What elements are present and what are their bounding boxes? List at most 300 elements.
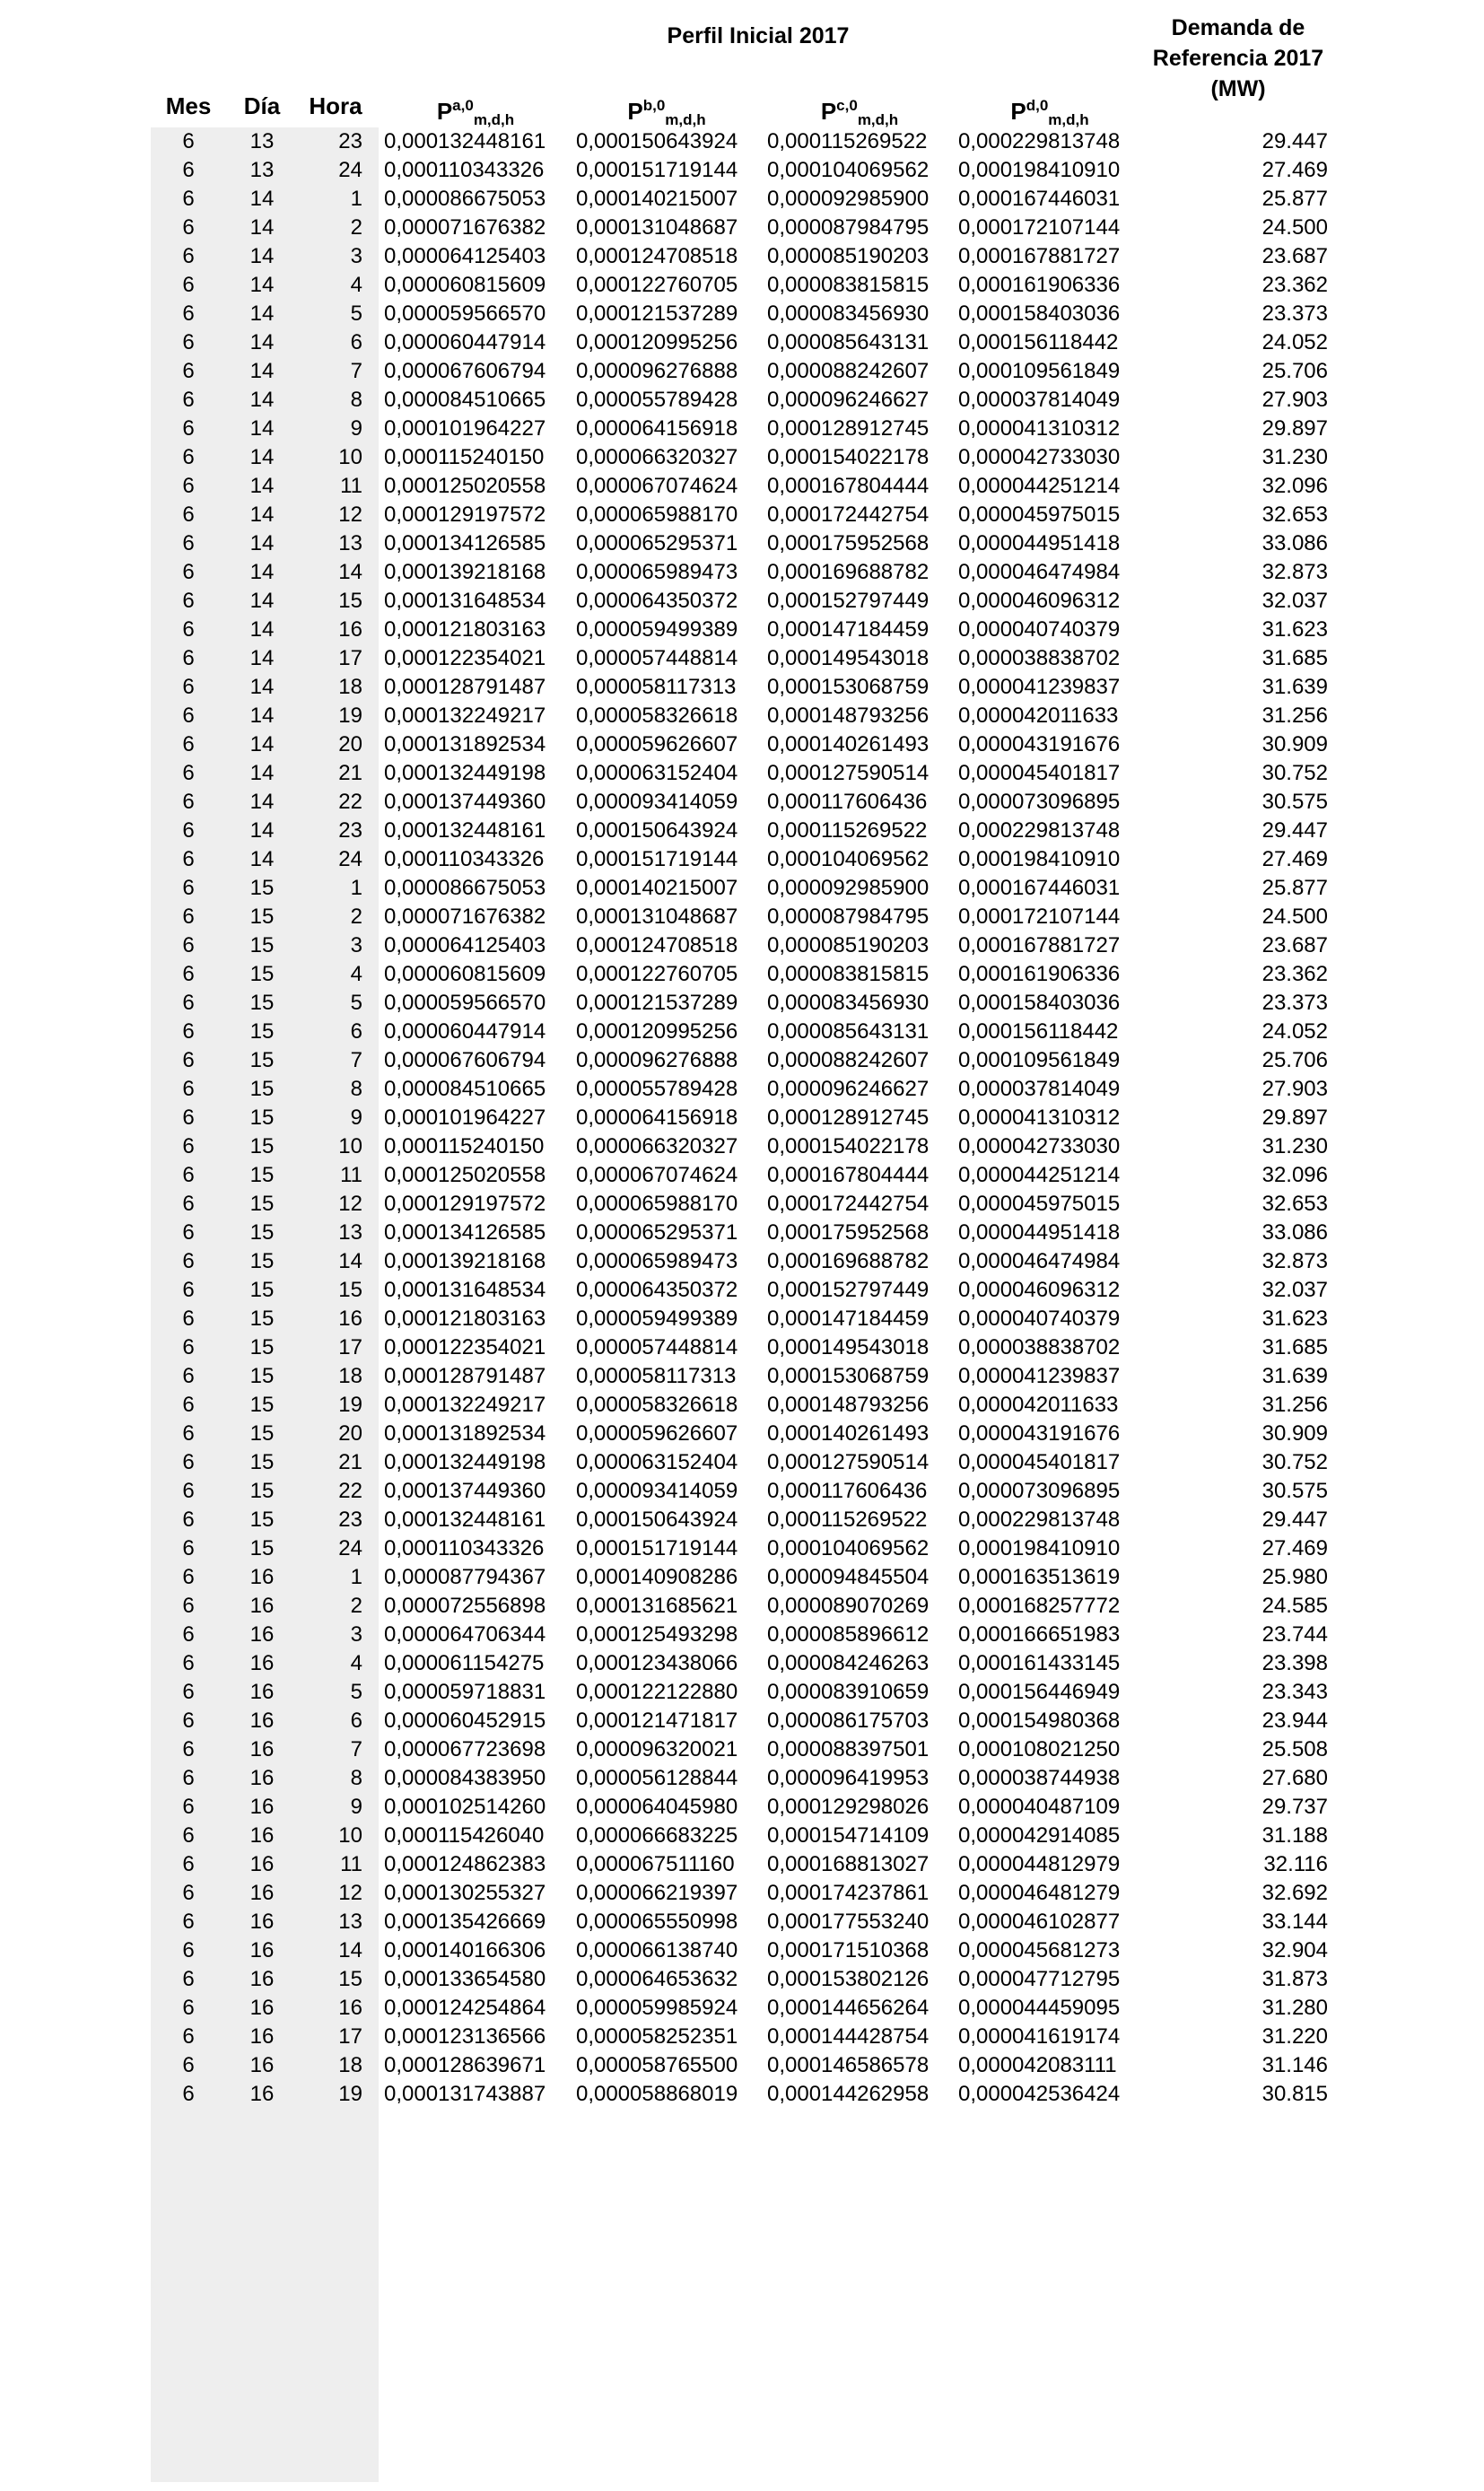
cell-hora: 24: [338, 1536, 362, 1560]
cell-mes: 6: [182, 1421, 195, 1446]
cell-dia: 16: [249, 1709, 275, 1733]
cell-p-a: 0,000132448161: [384, 1508, 546, 1532]
cell-p-d: 0,000037814049: [958, 388, 1121, 412]
cell-demanda: 23.373: [1261, 302, 1328, 326]
cell-p-a: 0,000128791487: [384, 675, 546, 699]
cell-demanda: 31.220: [1261, 2024, 1328, 2049]
cell-demanda: 29.447: [1261, 1508, 1328, 1532]
cell-demanda: 31.873: [1261, 1967, 1328, 1991]
cell-p-d: 0,000038838702: [958, 1335, 1121, 1359]
table-row: [0, 960, 1484, 989]
cell-p-a: 0,000067723698: [384, 1737, 546, 1761]
cell-hora: 14: [338, 1249, 362, 1273]
cell-p-c: 0,000104069562: [767, 158, 930, 182]
cell-demanda: 30.575: [1261, 790, 1328, 814]
table-row: [0, 1190, 1484, 1219]
cell-hora: 4: [350, 1651, 362, 1675]
cell-p-d: 0,000038744938: [958, 1766, 1121, 1790]
cell-p-b: 0,000093414059: [576, 790, 738, 814]
cell-p-d: 0,000040487109: [958, 1795, 1121, 1819]
cell-p-c: 0,000129298026: [767, 1795, 930, 1819]
cell-p-d: 0,000167881727: [958, 933, 1121, 957]
cell-p-d: 0,000073096895: [958, 790, 1121, 814]
cell-p-b: 0,000140908286: [576, 1565, 738, 1589]
cell-hora: 21: [338, 1450, 362, 1474]
cell-p-a: 0,000130255327: [384, 1881, 546, 1905]
cell-p-b: 0,000150643924: [576, 818, 738, 843]
cell-mes: 6: [182, 1077, 195, 1101]
table-row: [0, 788, 1484, 817]
cell-mes: 6: [182, 1450, 195, 1474]
table-row: [0, 874, 1484, 903]
cell-demanda: 31.639: [1261, 675, 1328, 699]
cell-demanda: 32.096: [1261, 1163, 1328, 1187]
cell-p-b: 0,000125493298: [576, 1622, 738, 1647]
table-row: [0, 644, 1484, 673]
cell-hora: 11: [340, 1163, 362, 1187]
cell-p-a: 0,000061154275: [384, 1651, 545, 1675]
cell-demanda: 27.469: [1261, 847, 1328, 871]
cell-p-a: 0,000059566570: [384, 302, 546, 326]
cell-mes: 6: [182, 1795, 195, 1819]
cell-p-d: 0,000168257772: [958, 1594, 1121, 1618]
cell-hora: 14: [338, 1938, 362, 1962]
cell-p-d: 0,000073096895: [958, 1479, 1121, 1503]
table-row: [0, 1994, 1484, 2023]
cell-p-c: 0,000085643131: [767, 1019, 930, 1044]
table-row: [0, 1247, 1484, 1276]
cell-p-a: 0,000131648534: [384, 1278, 546, 1302]
table-row: [0, 1707, 1484, 1735]
cell-p-c: 0,000148793256: [767, 704, 930, 728]
cell-dia: 14: [249, 416, 275, 441]
cell-hora: 10: [338, 445, 362, 469]
cell-p-b: 0,000065989473: [576, 560, 738, 584]
cell-mes: 6: [182, 933, 195, 957]
cell-p-b: 0,000067511160: [576, 1852, 735, 1876]
cell-dia: 16: [249, 1881, 275, 1905]
cell-p-a: 0,000059566570: [384, 991, 546, 1015]
cell-p-a: 0,000137449360: [384, 790, 546, 814]
cell-p-a: 0,000067606794: [384, 359, 546, 383]
cell-p-d: 0,000046474984: [958, 1249, 1121, 1273]
cell-p-d: 0,000043191676: [958, 1421, 1121, 1446]
cell-mes: 6: [182, 1881, 195, 1905]
cell-p-a: 0,000131892534: [384, 732, 546, 756]
table-row: [0, 1936, 1484, 1965]
col-header-p-d-base: P: [1010, 98, 1026, 125]
cell-p-d: 0,000156446949: [958, 1680, 1121, 1704]
cell-dia: 14: [249, 215, 275, 240]
cell-demanda: 29.897: [1261, 1106, 1328, 1130]
col-header-p-b-sup: b,0: [642, 97, 666, 114]
cell-dia: 14: [249, 244, 275, 268]
cell-demanda: 27.903: [1261, 1077, 1328, 1101]
cell-p-b: 0,000064350372: [576, 589, 738, 613]
table-row: [0, 1448, 1484, 1477]
cell-mes: 6: [182, 158, 195, 182]
table-row: [0, 185, 1484, 214]
cell-demanda: 31.256: [1261, 1393, 1328, 1417]
cell-mes: 6: [182, 1106, 195, 1130]
cell-demanda: 32.653: [1261, 1192, 1328, 1216]
cell-p-a: 0,000131648534: [384, 589, 546, 613]
cell-demanda: 23.687: [1261, 933, 1328, 957]
cell-p-c: 0,000168813027: [767, 1852, 930, 1876]
table-row: [0, 2051, 1484, 2080]
cell-mes: 6: [182, 1249, 195, 1273]
cell-p-d: 0,000109561849: [958, 359, 1121, 383]
cell-mes: 6: [182, 1192, 195, 1216]
cell-mes: 6: [182, 1967, 195, 1991]
cell-mes: 6: [182, 2053, 195, 2077]
cell-dia: 15: [249, 1019, 275, 1044]
cell-p-b: 0,000063152404: [576, 1450, 738, 1474]
cell-hora: 9: [350, 1106, 362, 1130]
cell-hora: 8: [350, 1766, 362, 1790]
cell-p-d: 0,000044459095: [958, 1996, 1121, 2020]
table-row: [0, 386, 1484, 415]
table-row: [0, 127, 1484, 156]
table-row: [0, 1764, 1484, 1793]
cell-demanda: 33.144: [1261, 1910, 1328, 1934]
cell-hora: 8: [350, 388, 362, 412]
cell-p-c: 0,000153068759: [767, 1364, 930, 1388]
cell-mes: 6: [182, 905, 195, 929]
cell-p-c: 0,000169688782: [767, 560, 930, 584]
table-row: [0, 1908, 1484, 1936]
cell-mes: 6: [182, 388, 195, 412]
cell-p-b: 0,000121471817: [576, 1709, 738, 1733]
cell-demanda: 25.877: [1261, 187, 1328, 211]
cell-hora: 12: [338, 1192, 362, 1216]
cell-mes: 6: [182, 1307, 195, 1331]
cell-demanda: 25.508: [1261, 1737, 1328, 1761]
cell-hora: 1: [350, 876, 362, 900]
cell-demanda: 25.706: [1261, 359, 1328, 383]
cell-demanda: 31.256: [1261, 704, 1328, 728]
cell-dia: 14: [249, 388, 275, 412]
cell-p-b: 0,000066219397: [576, 1881, 738, 1905]
cell-p-a: 0,000059718831: [384, 1680, 546, 1704]
cell-hora: 11: [340, 1852, 362, 1876]
group-header-perfil: Perfil Inicial 2017: [667, 23, 850, 48]
cell-hora: 17: [338, 1335, 362, 1359]
cell-mes: 6: [182, 847, 195, 871]
cell-hora: 6: [350, 1709, 362, 1733]
table-row: [0, 300, 1484, 328]
cell-p-c: 0,000083815815: [767, 273, 930, 297]
cell-dia: 16: [249, 1823, 275, 1848]
cell-p-b: 0,000122760705: [576, 962, 738, 986]
cell-p-a: 0,000121803163: [384, 617, 546, 642]
cell-p-d: 0,000229813748: [958, 129, 1121, 153]
cell-p-a: 0,000132448161: [384, 129, 546, 153]
table-row: [0, 1534, 1484, 1563]
cell-p-a: 0,000101964227: [384, 1106, 546, 1130]
cell-p-c: 0,000144428754: [767, 2024, 930, 2049]
cell-mes: 6: [182, 1220, 195, 1245]
cell-dia: 15: [249, 1192, 275, 1216]
cell-p-c: 0,000092985900: [767, 876, 930, 900]
cell-demanda: 23.362: [1261, 273, 1328, 297]
cell-dia: 15: [249, 1278, 275, 1302]
cell-p-d: 0,000108021250: [958, 1737, 1121, 1761]
cell-p-b: 0,000058252351: [576, 2024, 738, 2049]
cell-hora: 22: [338, 790, 362, 814]
cell-mes: 6: [182, 761, 195, 785]
cell-p-c: 0,000083815815: [767, 962, 930, 986]
cell-p-b: 0,000065295371: [576, 531, 738, 555]
table-row: [0, 1104, 1484, 1132]
cell-demanda: 27.680: [1261, 1766, 1328, 1790]
cell-p-b: 0,000058117313: [576, 1364, 737, 1388]
cell-p-b: 0,000055789428: [576, 388, 738, 412]
cell-p-b: 0,000058326618: [576, 1393, 738, 1417]
cell-dia: 14: [249, 732, 275, 756]
cell-mes: 6: [182, 617, 195, 642]
col-header-p-a-base: P: [436, 98, 453, 125]
cell-p-b: 0,000065988170: [576, 503, 738, 527]
cell-mes: 6: [182, 1622, 195, 1647]
cell-p-c: 0,000171510368: [767, 1938, 930, 1962]
cell-p-b: 0,000058765500: [576, 2053, 738, 2077]
cell-hora: 23: [338, 818, 362, 843]
cell-dia: 15: [249, 1307, 275, 1331]
cell-p-d: 0,000037814049: [958, 1077, 1121, 1101]
cell-mes: 6: [182, 1019, 195, 1044]
cell-p-b: 0,000120995256: [576, 1019, 738, 1044]
cell-p-a: 0,000102514260: [384, 1795, 546, 1819]
table-row: [0, 1506, 1484, 1534]
cell-p-d: 0,000043191676: [958, 732, 1121, 756]
cell-p-c: 0,000115269522: [767, 818, 928, 843]
cell-p-a: 0,000122354021: [384, 1335, 546, 1359]
cell-p-b: 0,000066683225: [576, 1823, 738, 1848]
cell-p-a: 0,000131743887: [384, 2082, 546, 2106]
table-row: [0, 1362, 1484, 1391]
cell-p-b: 0,000151719144: [576, 847, 738, 871]
cell-dia: 16: [249, 1766, 275, 1790]
cell-p-d: 0,000040740379: [958, 617, 1121, 642]
cell-p-c: 0,000083456930: [767, 302, 930, 326]
cell-p-d: 0,000045401817: [958, 761, 1121, 785]
cell-demanda: 32.116: [1263, 1852, 1328, 1876]
cell-dia: 13: [249, 129, 275, 153]
cell-mes: 6: [182, 1910, 195, 1934]
cell-demanda: 31.146: [1261, 2053, 1328, 2077]
cell-p-b: 0,000057448814: [576, 1335, 738, 1359]
cell-demanda: 31.188: [1261, 1823, 1328, 1848]
cell-dia: 16: [249, 1594, 275, 1618]
cell-dia: 15: [249, 1421, 275, 1446]
table-row: [0, 558, 1484, 587]
col-header-p-b-base: P: [627, 98, 643, 125]
cell-hora: 5: [350, 991, 362, 1015]
cell-mes: 6: [182, 129, 195, 153]
cell-demanda: 33.086: [1261, 1220, 1328, 1245]
cell-mes: 6: [182, 818, 195, 843]
table-row: [0, 156, 1484, 185]
cell-p-b: 0,000121537289: [576, 302, 738, 326]
cell-mes: 6: [182, 1335, 195, 1359]
cell-p-b: 0,000059626607: [576, 732, 738, 756]
cell-p-c: 0,000147184459: [767, 1307, 930, 1331]
cell-demanda: 23.343: [1261, 1680, 1328, 1704]
cell-p-b: 0,000055789428: [576, 1077, 738, 1101]
cell-p-a: 0,000115240150: [384, 445, 545, 469]
cell-hora: 23: [338, 1508, 362, 1532]
cell-demanda: 31.685: [1261, 646, 1328, 670]
cell-p-d: 0,000154980368: [958, 1709, 1121, 1733]
cell-dia: 16: [249, 1967, 275, 1991]
cell-p-a: 0,000135426669: [384, 1910, 546, 1934]
cell-p-b: 0,000096276888: [576, 1048, 738, 1072]
cell-dia: 16: [249, 2053, 275, 2077]
cell-p-c: 0,000096246627: [767, 1077, 930, 1101]
cell-hora: 7: [350, 359, 362, 383]
cell-p-b: 0,000057448814: [576, 646, 738, 670]
cell-p-a: 0,000115426040: [384, 1823, 545, 1848]
cell-p-d: 0,000198410910: [958, 158, 1121, 182]
cell-mes: 6: [182, 1594, 195, 1618]
cell-demanda: 24.052: [1261, 1019, 1328, 1044]
cell-p-b: 0,000065295371: [576, 1220, 738, 1245]
table-row: [0, 1018, 1484, 1046]
cell-hora: 19: [338, 2082, 362, 2106]
cell-mes: 6: [182, 1938, 195, 1962]
cell-dia: 14: [249, 646, 275, 670]
cell-p-a: 0,000133654580: [384, 1967, 546, 1991]
cell-demanda: 31.280: [1261, 1996, 1328, 2020]
table-body: [0, 127, 1484, 2109]
cell-demanda: 30.909: [1261, 1421, 1328, 1446]
table-row: [0, 415, 1484, 443]
cell-p-a: 0,000128639671: [384, 2053, 546, 2077]
cell-p-a: 0,000084383950: [384, 1766, 546, 1790]
cell-p-d: 0,000044812979: [958, 1852, 1121, 1876]
cell-hora: 10: [338, 1823, 362, 1848]
cell-p-c: 0,000092985900: [767, 187, 930, 211]
cell-hora: 18: [338, 2053, 362, 2077]
cell-p-c: 0,000127590514: [767, 761, 930, 785]
cell-p-c: 0,000172442754: [767, 1192, 930, 1216]
cell-p-b: 0,000065550998: [576, 1910, 738, 1934]
cell-p-c: 0,000104069562: [767, 1536, 930, 1560]
cell-p-d: 0,000158403036: [958, 302, 1121, 326]
cell-p-a: 0,000087794367: [384, 1565, 546, 1589]
cell-demanda: 27.903: [1261, 388, 1328, 412]
cell-dia: 15: [249, 1536, 275, 1560]
cell-p-d: 0,000044251214: [958, 1163, 1121, 1187]
cell-p-c: 0,000149543018: [767, 646, 930, 670]
cell-p-b: 0,000059499389: [576, 1307, 738, 1331]
table-row: [0, 1391, 1484, 1420]
cell-dia: 14: [249, 617, 275, 642]
cell-p-b: 0,000124708518: [576, 933, 738, 957]
cell-mes: 6: [182, 704, 195, 728]
cell-p-a: 0,000071676382: [384, 215, 546, 240]
cell-hora: 18: [338, 675, 362, 699]
cell-p-b: 0,000059985924: [576, 1996, 738, 2020]
cell-dia: 14: [249, 761, 275, 785]
cell-p-a: 0,000132249217: [384, 1393, 546, 1417]
cell-demanda: 23.744: [1261, 1622, 1328, 1647]
cell-demanda: 30.909: [1261, 732, 1328, 756]
cell-p-b: 0,000063152404: [576, 761, 738, 785]
cell-demanda: 32.873: [1261, 1249, 1328, 1273]
cell-mes: 6: [182, 675, 195, 699]
cell-mes: 6: [182, 273, 195, 297]
cell-p-b: 0,000131685621: [576, 1594, 738, 1618]
cell-demanda: 32.904: [1261, 1938, 1328, 1962]
cell-p-a: 0,000060447914: [384, 1019, 546, 1044]
cell-p-c: 0,000167804444: [767, 474, 930, 498]
cell-p-b: 0,000096276888: [576, 359, 738, 383]
cell-demanda: 24.585: [1261, 1594, 1328, 1618]
cell-p-c: 0,000149543018: [767, 1335, 930, 1359]
col-header-p-a-sup: a,0: [452, 97, 474, 114]
cell-demanda: 23.398: [1261, 1651, 1328, 1675]
cell-hora: 16: [338, 1996, 362, 2020]
cell-mes: 6: [182, 1278, 195, 1302]
cell-p-b: 0,000058326618: [576, 704, 738, 728]
cell-p-a: 0,000134126585: [384, 1220, 546, 1245]
cell-hora: 6: [350, 1019, 362, 1044]
cell-mes: 6: [182, 215, 195, 240]
cell-dia: 16: [249, 1737, 275, 1761]
cell-p-c: 0,000083910659: [767, 1680, 930, 1704]
cell-p-d: 0,000166651983: [958, 1622, 1121, 1647]
cell-p-a: 0,000124862383: [384, 1852, 546, 1876]
table-row: [0, 616, 1484, 644]
cell-demanda: 27.469: [1261, 158, 1328, 182]
cell-mes: 6: [182, 1680, 195, 1704]
cell-hora: 22: [338, 1479, 362, 1503]
cell-p-b: 0,000065988170: [576, 1192, 738, 1216]
cell-mes: 6: [182, 2024, 195, 2049]
cell-mes: 6: [182, 790, 195, 814]
cell-p-b: 0,000064156918: [576, 1106, 738, 1130]
cell-p-a: 0,000067606794: [384, 1048, 546, 1072]
cell-mes: 6: [182, 302, 195, 326]
cell-mes: 6: [182, 1823, 195, 1848]
table-row: [0, 1305, 1484, 1333]
table-row: [0, 1879, 1484, 1908]
cell-p-d: 0,000109561849: [958, 1048, 1121, 1072]
cell-demanda: 31.685: [1261, 1335, 1328, 1359]
cell-dia: 14: [249, 302, 275, 326]
cell-p-c: 0,000088242607: [767, 1048, 930, 1072]
cell-hora: 24: [338, 158, 362, 182]
cell-p-d: 0,000167446031: [958, 876, 1121, 900]
cell-p-c: 0,000096419953: [767, 1766, 930, 1790]
cell-hora: 3: [350, 244, 362, 268]
cell-p-d: 0,000044951418: [958, 531, 1121, 555]
cell-mes: 6: [182, 1852, 195, 1876]
cell-dia: 14: [249, 818, 275, 843]
cell-dia: 16: [249, 1852, 275, 1876]
cell-p-b: 0,000067074624: [576, 1163, 738, 1187]
cell-p-b: 0,000121537289: [576, 991, 738, 1015]
cell-p-b: 0,000150643924: [576, 1508, 738, 1532]
cell-dia: 14: [249, 187, 275, 211]
cell-hora: 1: [350, 1565, 362, 1589]
cell-p-c: 0,000152797449: [767, 1278, 930, 1302]
cell-mes: 6: [182, 359, 195, 383]
cell-hora: 1: [350, 187, 362, 211]
cell-p-a: 0,000060815609: [384, 962, 546, 986]
